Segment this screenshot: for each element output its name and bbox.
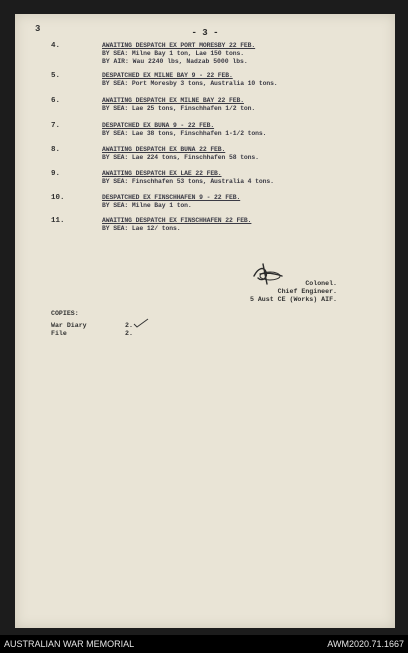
item-detail: BY SEA: Milne Bay 1 ton, Lae 150 tons.: [102, 50, 244, 57]
item-heading: DESPATCHED EX BUNA 9 - 22 FEB.: [102, 122, 215, 129]
item-number: 11.: [51, 217, 65, 225]
item-number: 10.: [51, 194, 65, 202]
item-heading: DESPATCHED EX FINSCHHAFEN 9 - 22 FEB.: [102, 194, 241, 201]
corner-mark: 3: [35, 24, 41, 34]
signoff-title: Chief Engineer.: [277, 288, 337, 295]
item-heading: AWAITING DESPATCH EX PORT MORESBY 22 FEB.: [102, 42, 256, 49]
item-heading: AWAITING DESPATCH EX FINSCHHAFEN 22 FEB.: [102, 217, 252, 224]
footer-accession-id: AWM2020.71.1667: [327, 639, 404, 649]
copies-count: 2.: [125, 330, 133, 337]
item-heading: AWAITING DESPATCH EX MILNE BAY 22 FEB.: [102, 97, 244, 104]
item-detail: BY SEA: Finschhafen 53 tons, Australia 4 tons.: [102, 178, 274, 185]
item-heading: AWAITING DESPATCH EX BUNA 22 FEB.: [102, 146, 226, 153]
list-item: [15, 170, 395, 196]
copies-label: War Diary: [51, 322, 87, 329]
item-detail: BY SEA: Lae 12/ tons.: [102, 225, 181, 232]
item-number: 9.: [51, 170, 61, 178]
item-number: 4.: [51, 42, 61, 50]
item-detail: BY AIR: Wau 2240 lbs, Nadzab 5000 lbs.: [102, 58, 248, 65]
item-detail: BY SEA: Lae 25 tons, Finschhafen 1/2 ton.: [102, 105, 256, 112]
list-item: [15, 217, 395, 243]
item-heading: DESPATCHED EX MILNE BAY 9 - 22 FEB.: [102, 72, 233, 79]
signoff-unit: 5 Aust CE (Works) AIF.: [249, 296, 337, 303]
check-mark-icon: [133, 318, 149, 328]
copies-label: File: [51, 330, 67, 337]
footer-source: AUSTRALIAN WAR MEMORIAL: [4, 639, 135, 649]
list-item: [15, 146, 395, 172]
item-heading: AWAITING DESPATCH EX LAE 22 FEB.: [102, 170, 222, 177]
item-number: 8.: [51, 146, 61, 154]
list-item: [15, 122, 395, 148]
item-detail: BY SEA: Lae 38 tons, Finschhafen 1-1/2 tons.: [102, 130, 267, 137]
item-detail: BY SEA: Milne Bay 1 ton.: [102, 202, 192, 209]
list-item: [15, 97, 395, 123]
list-item: [15, 42, 395, 68]
item-number: 6.: [51, 97, 61, 105]
document-page: [15, 14, 395, 628]
list-item: [15, 72, 395, 98]
copies-count: 2.: [125, 322, 133, 329]
footer-bar: [0, 635, 408, 653]
page-number: - 3 -: [191, 28, 219, 38]
signoff-rank: Colonel.: [305, 280, 337, 287]
copies-heading: COPIES:: [51, 310, 79, 317]
item-detail: BY SEA: Port Moresby 3 tons, Australia 10 tons.: [102, 80, 278, 87]
signature-mark: [248, 262, 286, 286]
item-detail: BY SEA: Lae 224 tons, Finschhafen 58 tons.: [102, 154, 259, 161]
item-number: 7.: [51, 122, 61, 130]
item-number: 5.: [51, 72, 61, 80]
